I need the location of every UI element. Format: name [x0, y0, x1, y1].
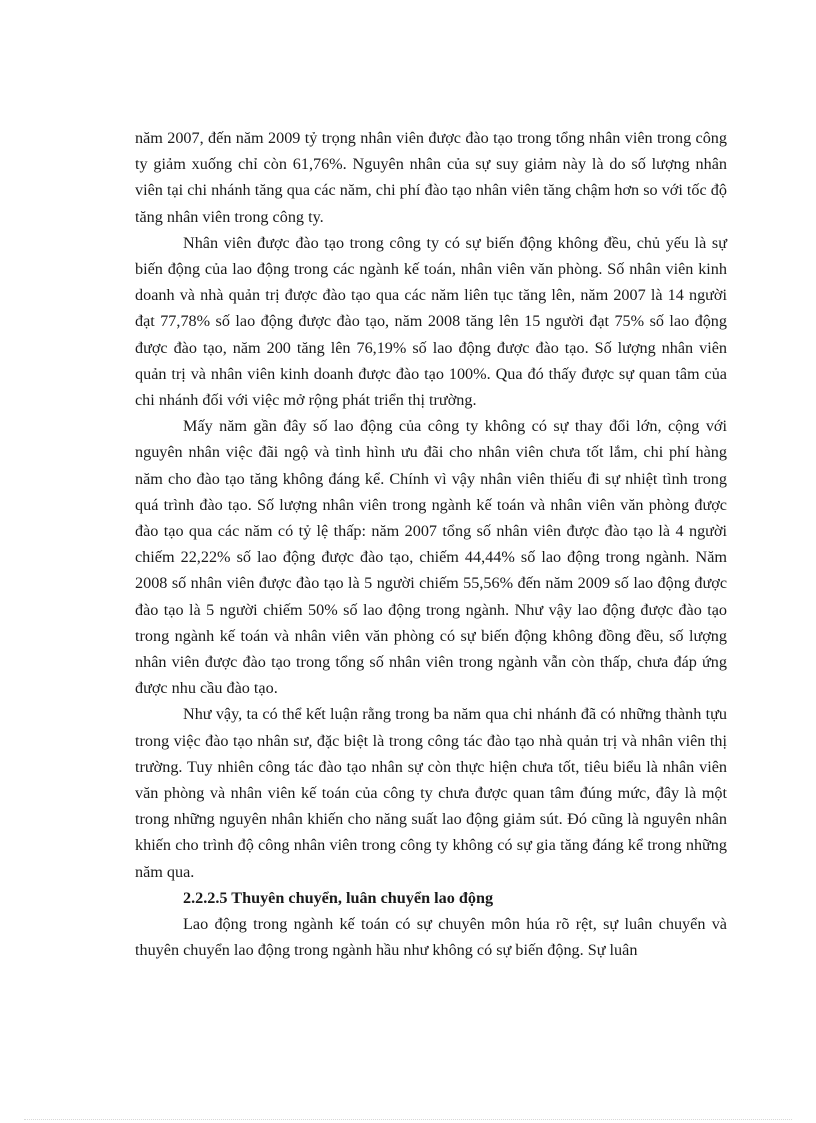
paragraph-labor-changes: Mấy năm gần đây số lao động của công ty không có sự thay đổi lớn, cộng với nguyên nhân việc đãi ngộ và tình hình ưu đãi cho nhân viên chưa tốt lắm, chi phí hàng năm cho đào tạo tăng không đáng kể. Chính vì vậy nhân viên thiếu đi sự nhiệt tình trong quá trình đào tạo. Số lượng nhân viên trong ngành kế toán và nhân viên văn phòng được đào tạo qua các năm có tỷ lệ thấp: năm 2007 tổng số nhân viên được đào tạo là 4 người chiếm 22,22% số lao động được đào tạo, chiếm 44,44% số lao động trong ngành. Năm 2008 số nhân viên được đào tạo là 5 người chiếm 55,56% đến năm 2009 số lao động được đào tạo là 5 người chiếm 50% số lao động trong ngành. Như vậy lao động được đào tạo trong ngành kế toán và nhân viên văn phòng có sự biến động không đồng đều, số lượng nhân viên được đào tạo trong tổng số nhân viên trong ngành vẫn còn thấp, chưa đáp ứng được nhu cầu đào tạo.	[135, 417, 727, 698]
paragraph-section-intro: Lao động trong ngành kế toán có sự chuyên môn húa rõ rệt, sự luân chuyển và thuyên chuyển lao động trong ngành hầu như không có sự biến động. Sự luân	[135, 915, 727, 960]
paragraph-training-fluctuation: Nhân viên được đào tạo trong công ty có sự biến động không đều, chủ yếu là sự biến động của lao động trong các ngành kế toán, nhân viên văn phòng. Số nhân viên kinh doanh và nhà quản trị được đào tạo qua các năm liên tục tăng lên, năm 2007 là 14 người đạt 77,78% số lao động được đào tạo, năm 2008 tăng lên 15 người đạt 75% số lao động được đào tạo, năm 200 tăng lên 76,19% số lao động được đào tạo. Số lượng nhân viên quản trị và nhân viên kinh doanh được đào tạo 100%. Qua đó thấy được sự quan tâm của chi nhánh đối với việc mở rộng phát triển thị trường.	[135, 233, 727, 410]
footer-divider	[24, 1119, 792, 1120]
document-body	[135, 125, 727, 964]
paragraph-continued: năm 2007, đến năm 2009 tỷ trọng nhân viên được đào tạo trong tổng nhân viên trong công ty giảm xuống chỉ còn 61,76%. Nguyên nhân của sự suy giảm này là do số lượng nhân viên tại chi nhánh tăng qua các năm, chi phí đào tạo nhân viên tăng chậm hơn so với tốc độ tăng nhân viên trong công ty.	[135, 129, 727, 226]
paragraph-conclusion: Như vậy, ta có thể kết luận rằng trong ba năm qua chi nhánh đã có những thành tựu trong việc đào tạo nhân sư, đặc biệt là trong công tác đào tạo nhà quản trị và nhân viên thị trường. Tuy nhiên công tác đào tạo nhân sự còn thực hiện chưa tốt, tiêu biểu là nhân viên văn phòng và nhân viên kế toán của công ty chưa được quan tâm đúng mức, đây là một trong những nguyên nhân khiến cho năng suất lao động giảm sút. Đó cũng là nguyên nhân khiến cho trình độ công nhân viên trong công ty không có sự gia tăng đáng kể trong những năm qua.	[135, 705, 727, 881]
section-heading: 2.2.2.5 Thuyên chuyển, luân chuyển lao động	[183, 888, 494, 907]
